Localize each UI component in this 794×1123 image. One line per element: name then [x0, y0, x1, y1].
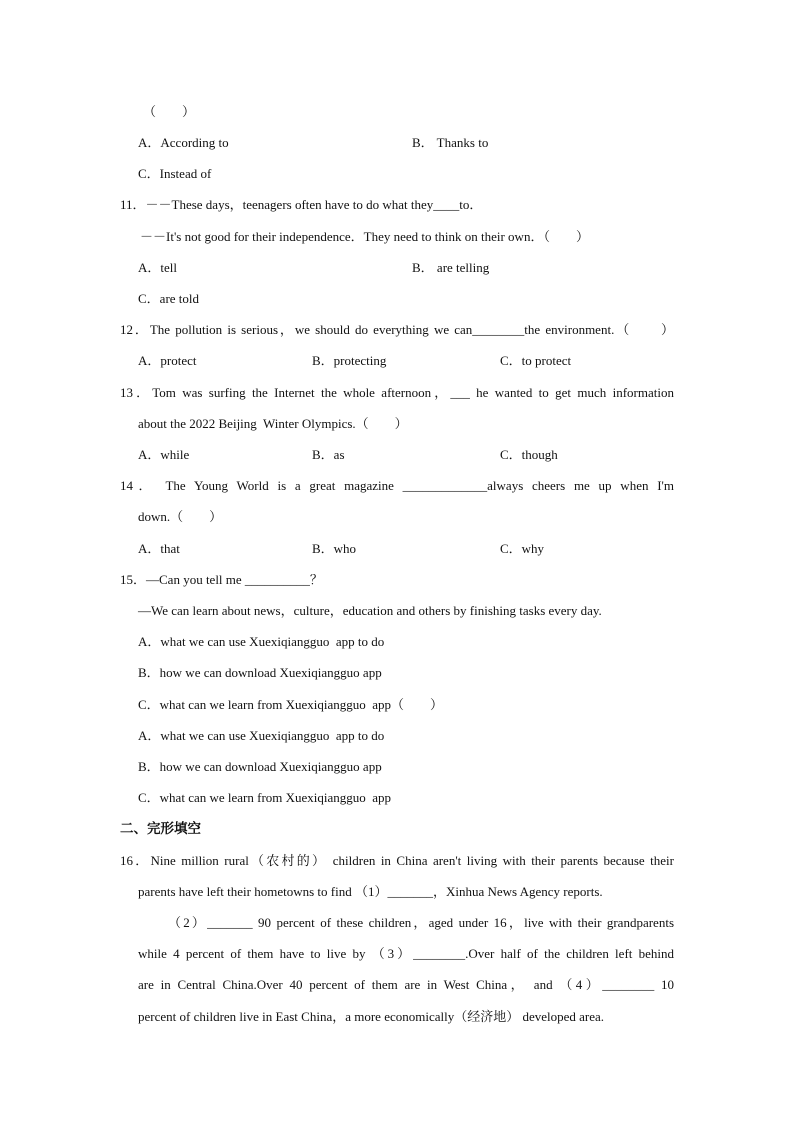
q12-option-c: C．to protect — [500, 353, 572, 368]
q15-option-b-repeat: B．how we can download Xuexiqiangguo app — [138, 759, 382, 774]
q14-option-b: B．who — [312, 541, 357, 556]
q10-option-b: B． Thanks to — [412, 135, 489, 150]
q10-option-a: A．According to — [138, 135, 229, 150]
q14-stem-line1: 14． The Young World is a great magazine _____________always cheers me up when I'm — [120, 478, 674, 493]
q13-option-c: C．though — [500, 447, 558, 462]
q11-option-c: C．are told — [138, 291, 200, 306]
q10-option-c: C．Instead of — [138, 166, 212, 181]
q14-option-c: C．why — [500, 541, 545, 556]
q11-option-a: A．tell — [138, 260, 177, 275]
q16-passage-line2: parents have left their hometowns to find （1）_______，Xinhua News Agency reports. — [138, 884, 603, 899]
q15-option-c: C．what can we learn from Xuexiqiangguo app（ ） — [138, 697, 444, 712]
q11-option-b: B． are telling — [412, 260, 490, 275]
q13-option-b: B．as — [312, 447, 345, 462]
q16-passage-line5: are in Central China.Over 40 percent of them are in West China， and （4）________ 10 — [138, 977, 674, 992]
q16-passage-line4: while 4 percent of them have to live by （3）________.Over half of the children left behind — [138, 946, 674, 961]
q14-option-a: A．that — [138, 541, 180, 556]
q10-answer-bracket: （ ） — [143, 104, 196, 119]
q12-stem: 12．The pollution is serious，we should do everything we can________the environment.（ ） — [120, 322, 674, 337]
q12-option-b: B．protecting — [312, 353, 387, 368]
q11-stem: 11．－－These days，teenagers often have to do what they____to． — [120, 197, 483, 212]
q13-option-a: A．while — [138, 447, 190, 462]
q15-stem-reply: —We can learn about news，culture，education and others by finishing tasks every day. — [138, 603, 602, 618]
q16-passage-line3: （2）_______ 90 percent of these children，aged under 16，live with their grandparents — [168, 915, 674, 930]
q15-option-c-repeat: C．what can we learn from Xuexiqiangguo app — [138, 790, 392, 805]
q15-option-a-repeat: A．what we can use Xuexiqiangguo app to do — [138, 728, 385, 743]
q16-passage-line6: percent of children live in East China，a more economically（经济地） developed area. — [138, 1009, 605, 1024]
q15-stem: 15．—Can you tell me __________？ — [120, 572, 323, 587]
q11-stem-reply: －－It's not good for their independence．They need to think on their own．（ ） — [140, 229, 589, 244]
q15-option-b: B．how we can download Xuexiqiangguo app — [138, 665, 382, 680]
section-heading-cloze: 二、完形填空 — [120, 821, 201, 837]
q13-stem-line1: 13．Tom was surfing the Internet the whole afternoon，___ he wanted to get much information — [120, 385, 674, 400]
q16-passage-line1: 16．Nine million rural（农村的） children in China aren't living with their parents because their — [120, 853, 674, 868]
q12-option-a: A．protect — [138, 353, 197, 368]
q14-stem-line2: down.（ ） — [138, 509, 223, 524]
q15-option-a: A．what we can use Xuexiqiangguo app to do — [138, 634, 385, 649]
q13-stem-line2: about the 2022 Beijing Winter Olympics.（ ） — [138, 416, 408, 431]
